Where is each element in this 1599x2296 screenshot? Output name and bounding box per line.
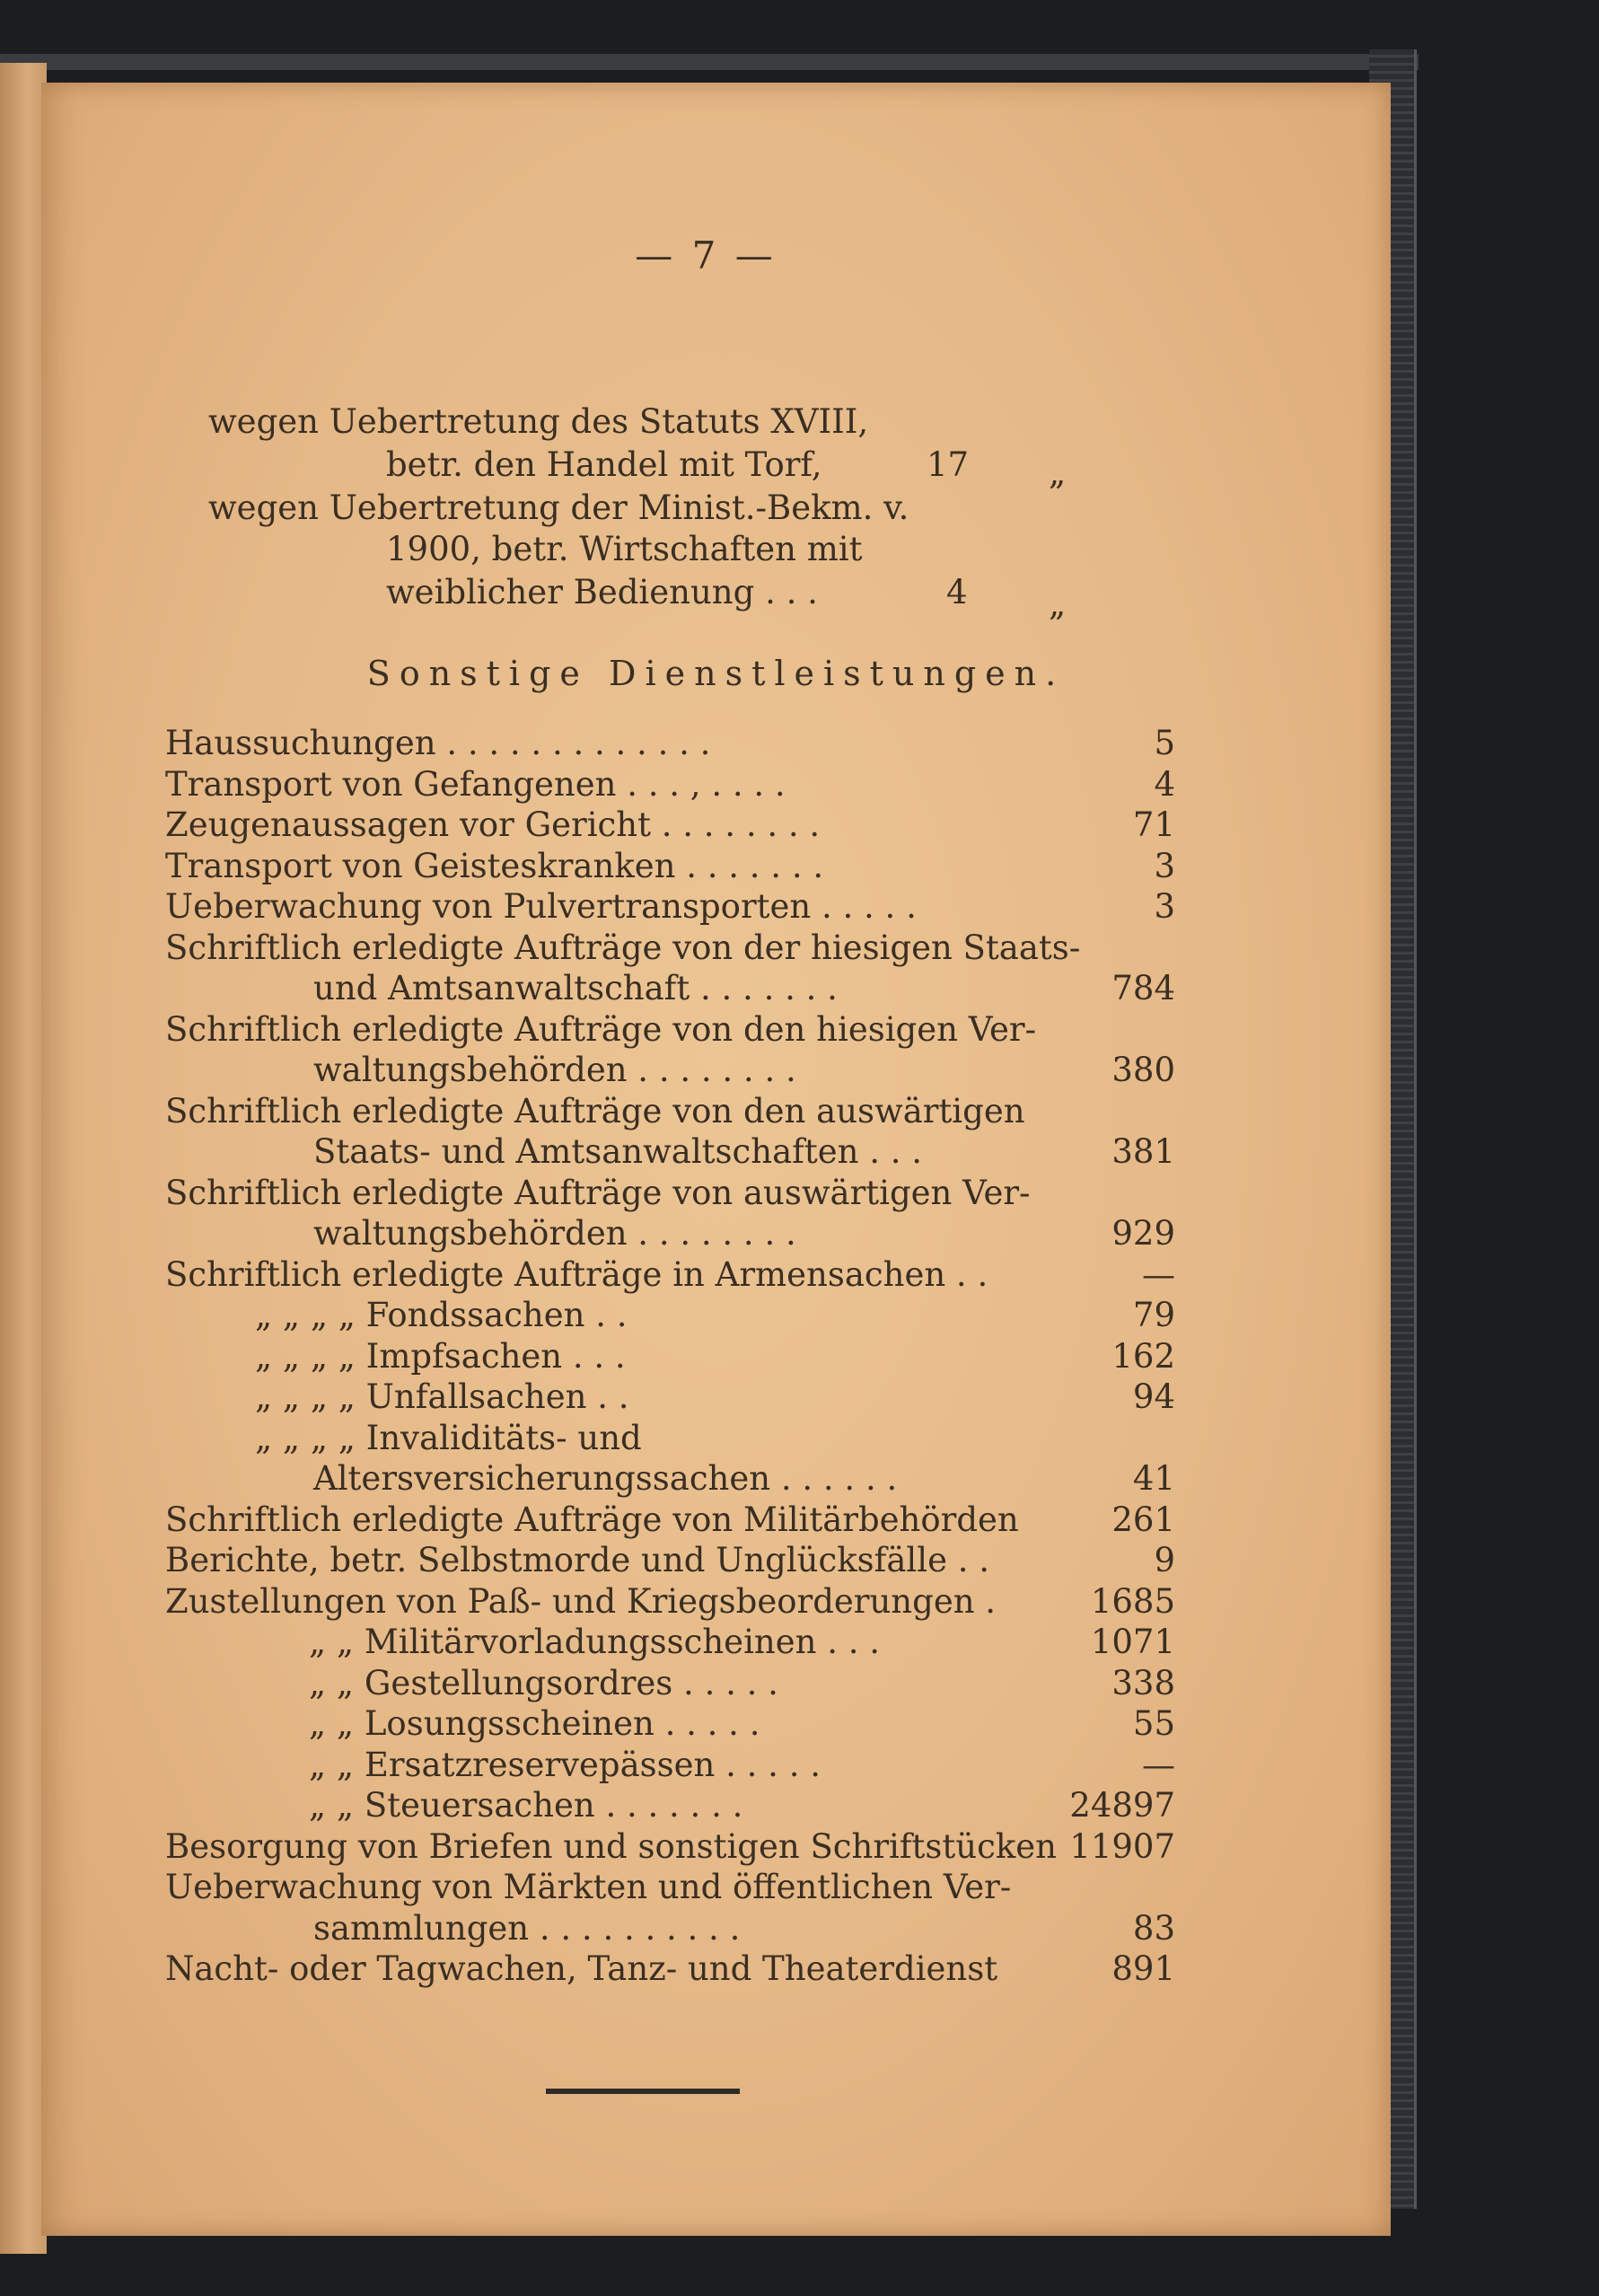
row-label: Zustellungen von Paß- und Kriegsbeorderungen .: [165, 1581, 997, 1621]
table-row: [165, 1091, 1175, 1132]
row-label: Schriftlich erledigte Aufträge von auswärtigen Ver-: [165, 1173, 1031, 1212]
row-value: 3: [1154, 887, 1175, 926]
services-table: [165, 723, 1175, 1990]
book-spine-edge: [0, 54, 1419, 70]
table-row: [165, 928, 1175, 969]
table-row: [165, 1867, 1175, 1908]
table-row: [165, 1131, 1175, 1173]
row-label: Besorgung von Briefen und sonstigen Schriftstücken: [165, 1826, 1057, 1866]
table-row: [165, 1703, 1175, 1745]
row-value: 83: [1132, 1908, 1175, 1948]
row-label: Zeugenaussagen vor Gericht . . . . . . . .: [165, 805, 821, 844]
intro-line-5: weiblicher Bedienung . . .: [386, 573, 818, 611]
table-row: [165, 1540, 1175, 1581]
table-row: [165, 968, 1175, 1009]
table-row: [165, 1336, 1175, 1377]
row-value: 41: [1132, 1459, 1175, 1498]
table-row: [165, 1418, 1175, 1459]
table-row: [165, 1458, 1175, 1500]
row-value: 1071: [1090, 1623, 1175, 1661]
row-value: —: [1142, 1254, 1175, 1294]
row-label: „ „ „ „ Impfsachen . . .: [255, 1336, 626, 1376]
row-label: „ „ Gestellungsordres . . . . .: [309, 1663, 778, 1702]
page-content: [41, 83, 1391, 2236]
row-value: 338: [1111, 1663, 1175, 1702]
row-value: 784: [1111, 969, 1175, 1007]
intro-line-2-ditto: „: [1049, 453, 1067, 492]
row-label: Schriftlich erledigte Aufträge von den auswärtigen: [165, 1091, 1025, 1130]
row-value: —: [1142, 1745, 1175, 1784]
row-label: „ „ Steuersachen . . . . . . .: [309, 1786, 743, 1825]
row-label: und Amtsanwaltschaft . . . . . . .: [313, 969, 838, 1007]
row-label: waltungsbehörden . . . . . . . .: [313, 1051, 796, 1089]
row-label: Staats- und Amtsanwaltschaften . . .: [313, 1132, 922, 1171]
row-label: „ „ Losungsscheinen . . . . .: [309, 1704, 760, 1743]
row-label: „ „ Militärvorladungsscheinen . . .: [309, 1623, 881, 1661]
table-row: [165, 1009, 1175, 1051]
row-value: 380: [1111, 1051, 1175, 1089]
intro-line-5-ditto: „: [1049, 585, 1067, 623]
row-value: 55: [1132, 1704, 1175, 1743]
row-label: sammlungen . . . . . . . . . .: [313, 1908, 741, 1948]
row-value: 9: [1154, 1541, 1175, 1579]
row-value: 929: [1111, 1214, 1175, 1253]
table-row: [165, 1908, 1175, 1949]
closing-rule: [546, 2089, 740, 2094]
row-label: Schriftlich erledigte Aufträge in Armensachen . .: [165, 1254, 988, 1294]
row-label: Schriftlich erledigte Aufträge von der hiesigen Staats-: [165, 928, 1081, 967]
row-value: 5: [1154, 724, 1175, 762]
page-number: — 7 —: [635, 233, 777, 277]
intro-line-3: wegen Uebertretung der Minist.-Bekm. v.: [208, 488, 909, 527]
intro-line-4: 1900, betr. Wirtschaften mit: [386, 530, 863, 568]
row-label: Altersversicherungssachen . . . . . .: [313, 1459, 898, 1498]
table-row: [165, 1663, 1175, 1704]
table-row: [165, 1785, 1175, 1826]
row-value: 3: [1154, 846, 1175, 885]
table-row: [165, 1581, 1175, 1623]
table-row: [165, 1213, 1175, 1254]
row-value: 94: [1132, 1377, 1175, 1416]
intro-line-2: betr. den Handel mit Torf,: [386, 445, 822, 484]
table-row: [165, 846, 1175, 887]
row-value: 891: [1111, 1949, 1175, 1988]
table-row: [165, 723, 1175, 764]
intro-line-1: wegen Uebertretung des Statuts XVIII,: [208, 402, 869, 441]
row-value: 261: [1111, 1500, 1175, 1539]
row-label: „ „ Ersatzreservepässen . . . . .: [309, 1745, 821, 1784]
row-label: Ueberwachung von Märkten und öffentlichen Ver-: [165, 1868, 1012, 1906]
table-row: [165, 1622, 1175, 1663]
row-value: 24897: [1069, 1786, 1175, 1825]
table-row: [165, 1826, 1175, 1868]
table-row: [165, 764, 1175, 805]
row-label: Haussuchungen . . . . . . . . . . . . .: [165, 724, 711, 762]
table-row: [165, 1500, 1175, 1541]
row-label: waltungsbehörden . . . . . . . .: [313, 1214, 796, 1253]
table-row: [165, 1254, 1175, 1296]
row-value: 381: [1111, 1132, 1175, 1171]
intro-line-5-value: 4: [946, 573, 968, 611]
table-row: [165, 805, 1175, 846]
row-value: 79: [1132, 1296, 1175, 1334]
row-value: 11907: [1069, 1826, 1175, 1866]
section-title: Sonstige Dienstleistungen.: [366, 654, 1066, 693]
row-label: Nacht- oder Tagwachen, Tanz- und Theaterdienst: [165, 1949, 998, 1988]
row-value: 71: [1132, 805, 1175, 844]
row-label: „ „ „ „ Unfallsachen . .: [255, 1377, 629, 1416]
table-row: [165, 1377, 1175, 1418]
table-row: [165, 1173, 1175, 1214]
table-row: [165, 1745, 1175, 1786]
row-value: 162: [1111, 1336, 1175, 1376]
left-page-edge: [0, 63, 47, 2254]
row-label: Schriftlich erledigte Aufträge von den hiesigen Ver-: [165, 1009, 1037, 1049]
row-label: Schriftlich erledigte Aufträge von Militärbehörden: [165, 1500, 1019, 1539]
table-row: [165, 1295, 1175, 1336]
row-label: Transport von Gefangenen . . . , . . . .: [165, 764, 786, 804]
table-row: [165, 1050, 1175, 1091]
document-page: [41, 83, 1391, 2236]
row-value: 4: [1154, 764, 1175, 804]
row-label: Transport von Geisteskranken . . . . . . .: [165, 846, 824, 885]
row-label: „ „ „ „ Invaliditäts- und: [255, 1418, 642, 1457]
table-row: [165, 886, 1175, 928]
row-label: Ueberwachung von Pulvertransporten . . . . .: [165, 887, 917, 926]
row-value: 1685: [1090, 1581, 1175, 1621]
table-row: [165, 1949, 1175, 1990]
intro-line-2-value: 17: [927, 445, 970, 484]
row-label: Berichte, betr. Selbstmorde und Unglücksfälle . .: [165, 1541, 990, 1579]
row-label: „ „ „ „ Fondssachen . .: [255, 1296, 628, 1334]
